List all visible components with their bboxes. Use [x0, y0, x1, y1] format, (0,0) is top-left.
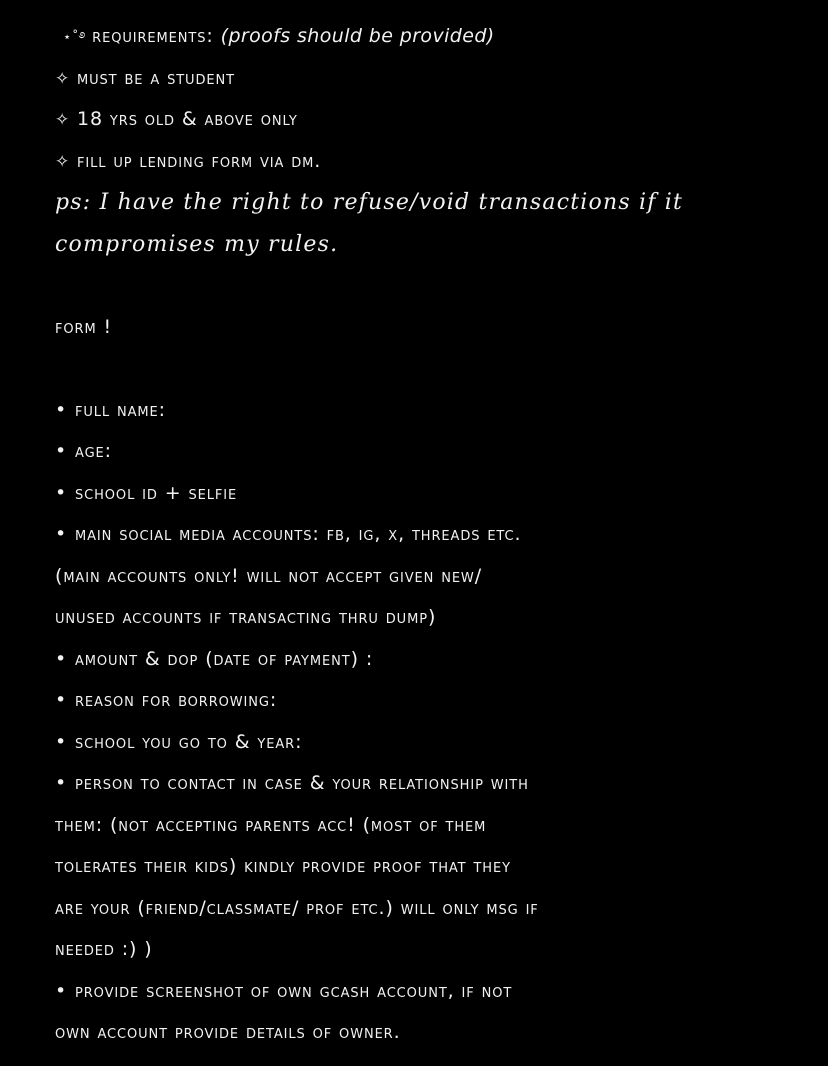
requirements-note: (proofs should be provided) [220, 25, 495, 47]
requirement-item: ✧ fill up lending form via dm. [55, 141, 795, 183]
form-field-text: unused accounts if transacting thru dump) [55, 606, 437, 628]
bullet-icon: • [55, 647, 68, 670]
requirements-heading-line [55, 16, 795, 58]
bullet-icon: • [55, 481, 68, 504]
form-field-continuation [55, 805, 795, 847]
form-field-continuation [55, 1012, 795, 1054]
bullet-icon: • [55, 398, 68, 421]
form-field-continuation [55, 556, 795, 598]
lending-requirements-document [55, 16, 795, 1054]
form-field-text: own account provide details of owner. [55, 1021, 401, 1043]
ps-note-line-2: compromises my rules. [55, 231, 339, 257]
form-field-text: are your (friend/classmate/ prof etc.) will only msg if [55, 896, 539, 919]
bullet-icon: • [55, 730, 68, 753]
form-field-text: provide screenshot of own gcash account, if not [75, 979, 513, 1002]
bullet-icon: • [55, 689, 68, 711]
form-field-continuation [55, 929, 795, 971]
form-field-continuation [55, 597, 795, 639]
form-field-text: person to contact in case & your relationship with [75, 772, 529, 794]
ps-note-line-1: ps: I have the right to refuse/void transactions if it [55, 190, 684, 215]
form-field-text: full name: [75, 398, 166, 421]
form-field-item [55, 390, 795, 432]
form-field-item [55, 680, 795, 722]
bullet-icon: • [55, 523, 68, 545]
form-field-text: school id + selfie [75, 481, 238, 504]
decorative-swirl-icon: ⋆˚࿔ [63, 30, 87, 45]
form-field-item [55, 431, 795, 473]
requirement-item: ✧ must be a student [55, 58, 795, 100]
form-field-continuation [55, 846, 795, 888]
spacer [55, 265, 795, 307]
sparkle-icon: ✧ [55, 151, 71, 172]
form-title: form ! [55, 315, 113, 338]
form-fields-list [55, 390, 795, 1054]
form-field-item [55, 473, 795, 515]
form-field-text: tolerates their kids) kindly provide proof that they [55, 855, 511, 877]
form-field-text: them: (not accepting parents acc! (most of them [55, 813, 487, 836]
form-field-item [55, 971, 795, 1013]
bullet-icon: • [55, 979, 68, 1002]
sparkle-icon: ✧ [55, 110, 71, 130]
bullet-icon: • [55, 772, 68, 794]
form-field-text: school you go to & year: [75, 730, 303, 753]
form-field-continuation [55, 888, 795, 930]
form-field-text: needed :) ) [55, 938, 153, 960]
form-field-item [55, 722, 795, 764]
requirement-item: ✧ 18 yrs old & above only [55, 99, 795, 141]
sparkle-icon: ✧ [55, 68, 71, 89]
form-field-item [55, 763, 795, 805]
form-field-text: age: [75, 440, 112, 462]
form-field-text: reason for borrowing: [75, 689, 278, 711]
form-field-item [55, 639, 795, 681]
form-field-text: main social media accounts: fb, ig, x, threads etc. [75, 523, 522, 545]
form-field-text: amount & dop (date of payment) : [75, 647, 374, 670]
form-field-item [55, 514, 795, 556]
bullet-icon: • [55, 440, 68, 462]
form-field-text: (main accounts only! will not accept given new/ [55, 564, 482, 587]
spacer [55, 348, 795, 390]
requirements-heading: requirements: [92, 25, 221, 47]
